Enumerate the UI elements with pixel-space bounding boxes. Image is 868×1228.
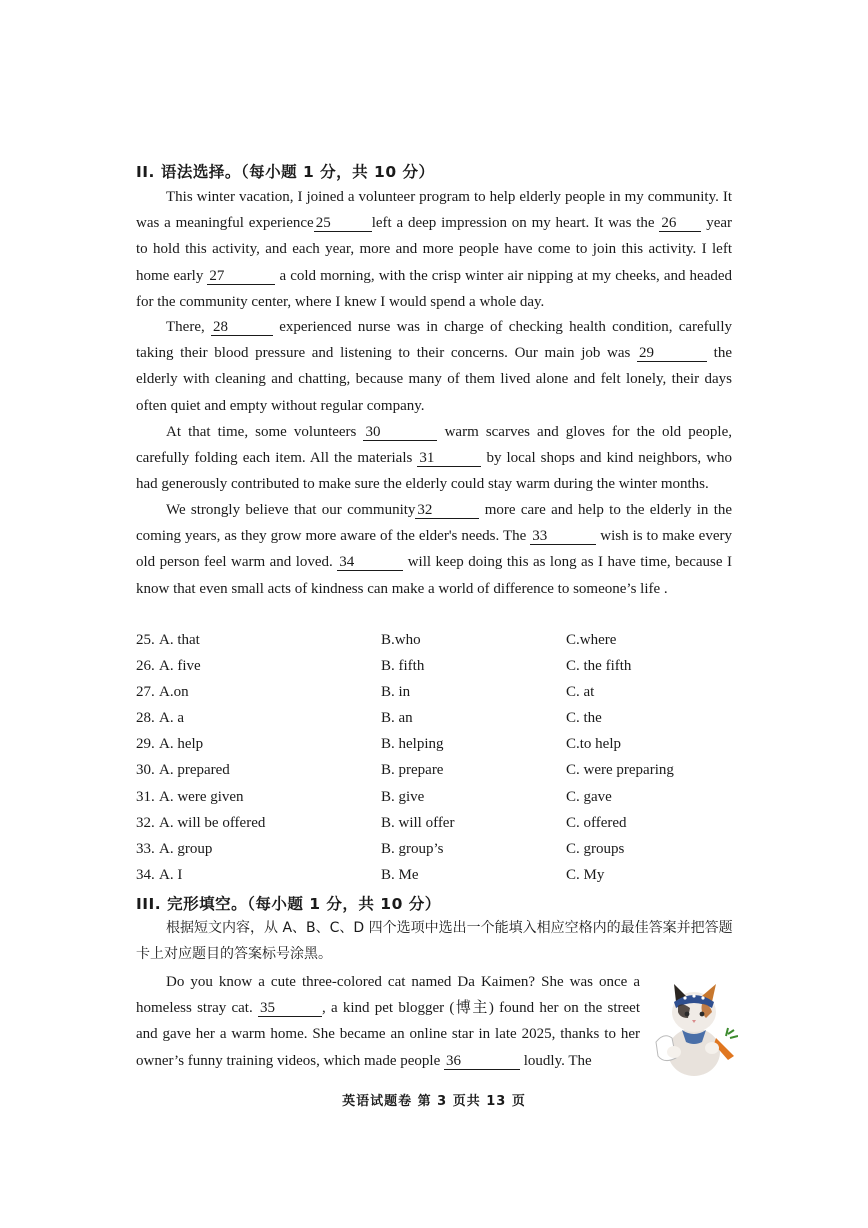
option-a: A. group (159, 841, 213, 857)
text: Do you know a cute three-colored cat named Da Kaimen? She was once a homeless stray cat. (136, 974, 640, 1017)
text: This winter vacation, I joined a volunteer program to help elderly people in my community. It was a meaningful experience (136, 189, 732, 232)
text: by local shops and kind neighbors, who had generously contributed to make sure the elderly could stay warm during the winter months. (136, 450, 733, 493)
option-row (136, 736, 736, 762)
blank-30: 30 (363, 424, 437, 441)
text: At that time, some volunteers (166, 424, 357, 440)
section-2-title: II. 语法选择。（每小题 1 分，共 10 分） (136, 163, 435, 181)
text: warm scarves and gloves for the old people, carefully folding each item. All the materials (136, 424, 732, 467)
option-b: B. helping (381, 736, 444, 752)
option-b: B. fifth (381, 658, 425, 674)
option-b: B. an (381, 710, 413, 726)
text: a cold morning, with the crisp winter air nipping at my cheeks, and headed for the community center, where I knew I would spend a whole day. (136, 267, 733, 310)
question-number: 25. (136, 632, 155, 648)
option-a: A. will be offered (159, 815, 266, 831)
blank-35: 35 (258, 1000, 322, 1017)
text: will keep doing this as long as I have time, because I know that even small acts of kindness can make a world of difference to someone’s life . (136, 554, 732, 597)
passage-paragraph-3 (136, 419, 732, 498)
text: more care and help to the elderly in the coming years, as they grow more aware of the elder's needs. The (136, 502, 733, 545)
option-c: C. offered (566, 815, 627, 831)
blank-28: 28 (211, 319, 273, 336)
option-row (136, 710, 736, 736)
passage-paragraph-4 (136, 497, 732, 602)
option-row (136, 658, 736, 684)
option-a: A. I (159, 867, 183, 883)
text: the elderly with cleaning and chatting, because many of them lived alone and felt lonely, their days often quiet and empty without regular company. (136, 345, 732, 414)
option-b: B. will offer (381, 815, 455, 831)
blank-26: 26 (659, 215, 701, 232)
question-number: 33. (136, 841, 155, 857)
option-c: C. groups (566, 841, 625, 857)
option-a: A. a (159, 710, 184, 726)
option-c: C.where (566, 632, 617, 648)
section-3-instructions: 根据短文内容，从 A、B、C、D 四个选项中选出一个能填入相应空格内的最佳答案并把答题卡上对应题目的答案标号涂黑。 (136, 920, 733, 962)
option-row (136, 867, 736, 893)
option-c: C. the fifth (566, 658, 632, 674)
option-b: B. group’s (381, 841, 444, 857)
text: year to hold this activity, and each year, more and more people have come to join this activity. I left home early (136, 215, 733, 284)
option-c: C. the (566, 710, 602, 726)
cloze-paragraph-1 (136, 969, 640, 1074)
option-b: B. give (381, 789, 425, 805)
option-a: A. were given (159, 789, 244, 805)
question-number: 34. (136, 867, 155, 883)
text: experienced nurse was in charge of checking health condition, carefully taking their blood pressure and listening to their concerns. Our main job was (136, 319, 733, 362)
cat-photo (652, 972, 738, 1080)
option-a: A.on (159, 684, 189, 700)
question-number: 30. (136, 762, 155, 778)
option-c: C. were preparing (566, 762, 674, 778)
option-a: A. prepared (159, 762, 230, 778)
blank-25: 25 (314, 215, 372, 232)
option-row (136, 815, 736, 841)
blank-29: 29 (637, 345, 707, 362)
option-c: C. My (566, 867, 605, 883)
passage-paragraph-1 (136, 184, 732, 315)
option-a: A. five (159, 658, 201, 674)
question-number: 31. (136, 789, 155, 805)
blank-31: 31 (417, 450, 481, 467)
option-row (136, 684, 736, 710)
option-row (136, 632, 736, 658)
section-3-title: III. 完形填空。（每小题 1 分，共 10 分） (136, 895, 441, 913)
question-number: 26. (136, 658, 155, 674)
blank-36: 36 (444, 1053, 520, 1070)
option-c: C. at (566, 684, 595, 700)
cat-eye-right (700, 1012, 705, 1017)
cat-eye-left (685, 1012, 690, 1017)
text: There, (166, 319, 205, 335)
text: loudly. The (523, 1052, 592, 1069)
question-number: 32. (136, 815, 155, 831)
option-row (136, 789, 736, 815)
text: , a kind pet blogger (博主) found her on the street and gave her a warm home. She became an online star in late 2025, thanks to her owner’s funny training videos, which made people (136, 1000, 641, 1069)
option-c: C. gave (566, 789, 612, 805)
question-number: 28. (136, 710, 155, 726)
text: left a deep impression on my heart. It was the (371, 215, 655, 232)
text: wish is to make every old person feel warm and loved. (136, 528, 732, 571)
blank-27: 27 (207, 268, 275, 285)
option-b: B. prepare (381, 762, 444, 778)
blank-34: 34 (337, 554, 403, 571)
page-footer: 英语试题卷 第 3 页共 13 页 (342, 1094, 526, 1109)
question-number: 27. (136, 684, 155, 700)
option-b: B. Me (381, 867, 419, 883)
option-a: A. that (159, 632, 200, 648)
option-row (136, 762, 736, 788)
option-c: C.to help (566, 736, 621, 752)
blank-33: 33 (530, 528, 596, 545)
blank-32: 32 (415, 502, 479, 519)
option-row (136, 841, 736, 867)
passage-paragraph-2 (136, 314, 732, 419)
question-number: 29. (136, 736, 155, 752)
option-a: A. help (159, 736, 204, 752)
option-b: B.who (381, 632, 421, 648)
option-b: B. in (381, 684, 411, 700)
text: We strongly believe that our community (166, 502, 416, 518)
